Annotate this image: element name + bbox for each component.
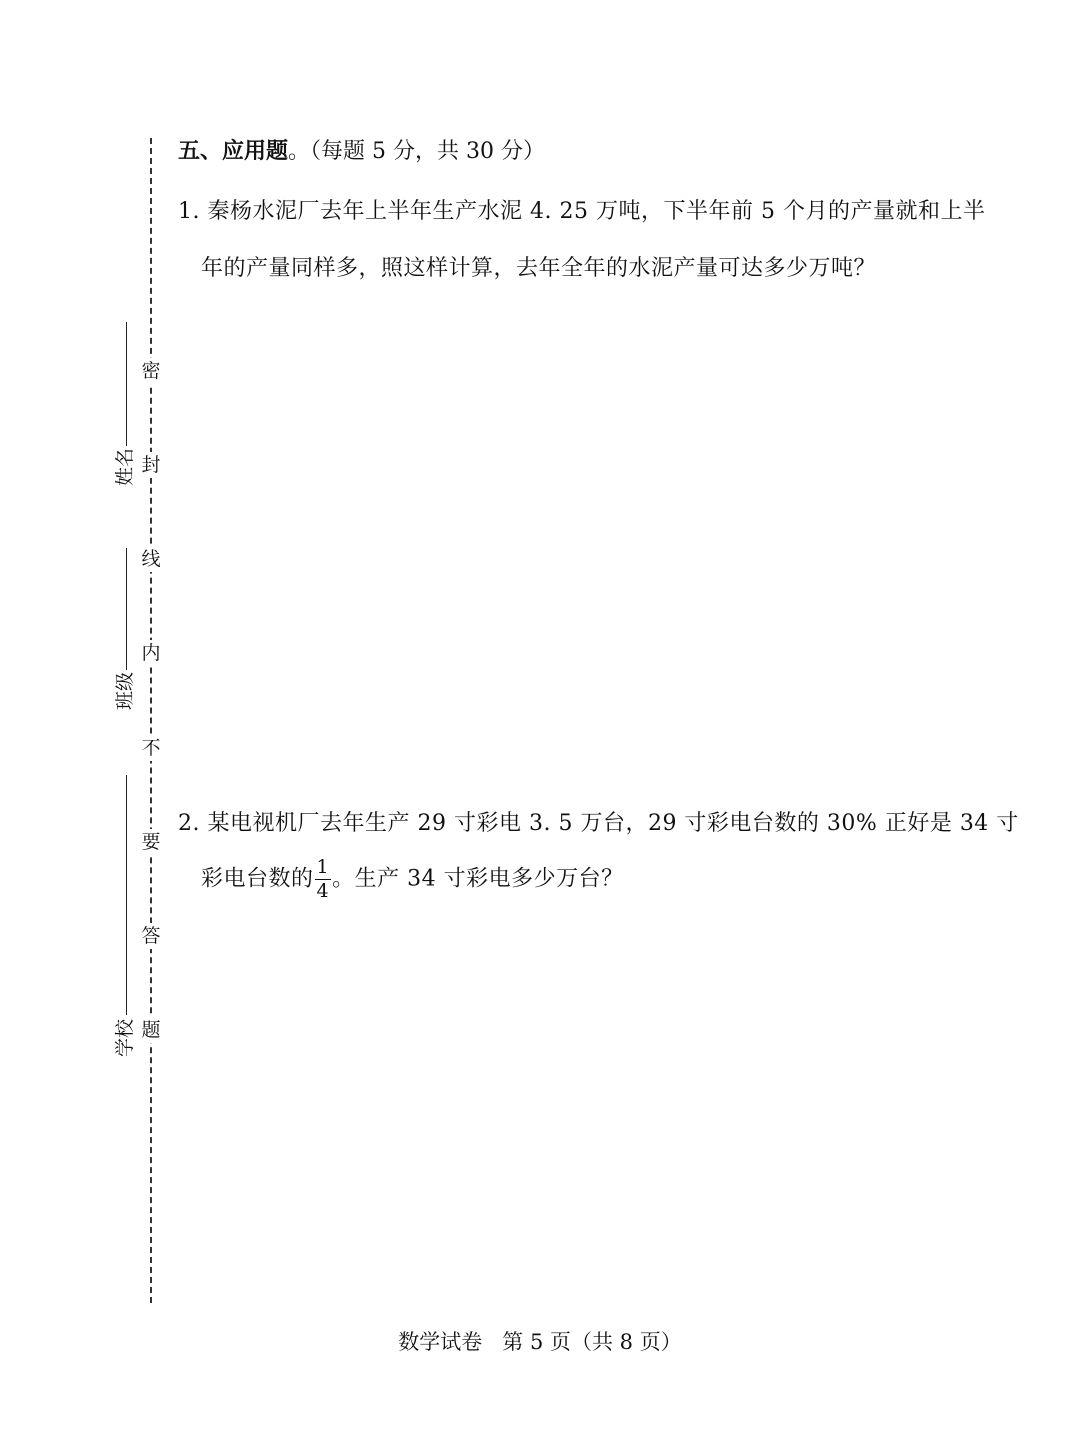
school-field-label: 学校: [114, 1018, 136, 1057]
page-footer: [0, 1326, 1080, 1356]
seal-char-3: 线: [138, 546, 164, 572]
class-blank-line[interactable]: [126, 548, 127, 670]
question-2-text-2b: 。生产 34 寸彩电多少万台？: [332, 866, 624, 892]
answer-area-2[interactable]: [178, 910, 978, 1300]
seal-char-5: 不: [138, 735, 164, 761]
question-1-number: 1.: [178, 199, 200, 224]
fraction-one-quarter: [315, 858, 332, 901]
footer-page-number: 第 5 页（共 8 页）: [502, 1330, 682, 1354]
school-blank-line[interactable]: [126, 775, 127, 1015]
answer-area-1[interactable]: [178, 300, 978, 780]
section-heading: [178, 134, 545, 165]
question-2-number: 2.: [178, 811, 200, 836]
question-2-text-2a: 彩电台数的: [201, 866, 314, 892]
question-2-text-1: 某电视机厂去年生产 29 寸彩电 3. 5 万台，29 寸彩电台数的 30% 正好是 34 寸: [207, 811, 1019, 836]
fraction-numerator: 1: [316, 856, 330, 878]
seal-char-7: 答: [138, 923, 164, 949]
name-field-label: 姓名: [114, 447, 136, 486]
section-number: 五、: [178, 138, 223, 164]
seal-char-6: 要: [138, 829, 164, 855]
question-2-line-2: [201, 858, 624, 901]
seal-dashed-line: [150, 138, 152, 1303]
seal-char-4: 内: [138, 640, 164, 666]
name-blank-line[interactable]: [126, 322, 127, 446]
seal-char-2: 封: [138, 452, 164, 478]
footer-subject: 数学试卷: [398, 1330, 483, 1354]
question-1-line-1: [178, 194, 985, 225]
question-1-text-2: 年的产量同样多，照这样计算，去年全年的水泥产量可达多少万吨？: [201, 256, 877, 281]
seal-char-8: 题: [138, 1017, 164, 1043]
seal-char-1: 密: [138, 358, 164, 384]
section-note: 。（每题 5 分，共 30 分）: [288, 139, 545, 164]
question-2-line-1: [178, 806, 1019, 837]
question-1-line-2: [201, 251, 876, 282]
section-title: 应用题: [222, 138, 289, 164]
class-field-label: 班级: [114, 671, 136, 710]
question-1-text-1: 秦杨水泥厂去年上半年生产水泥 4. 25 万吨，下半年前 5 个月的产量就和上半: [207, 199, 986, 224]
fraction-denominator: 4: [316, 880, 330, 902]
